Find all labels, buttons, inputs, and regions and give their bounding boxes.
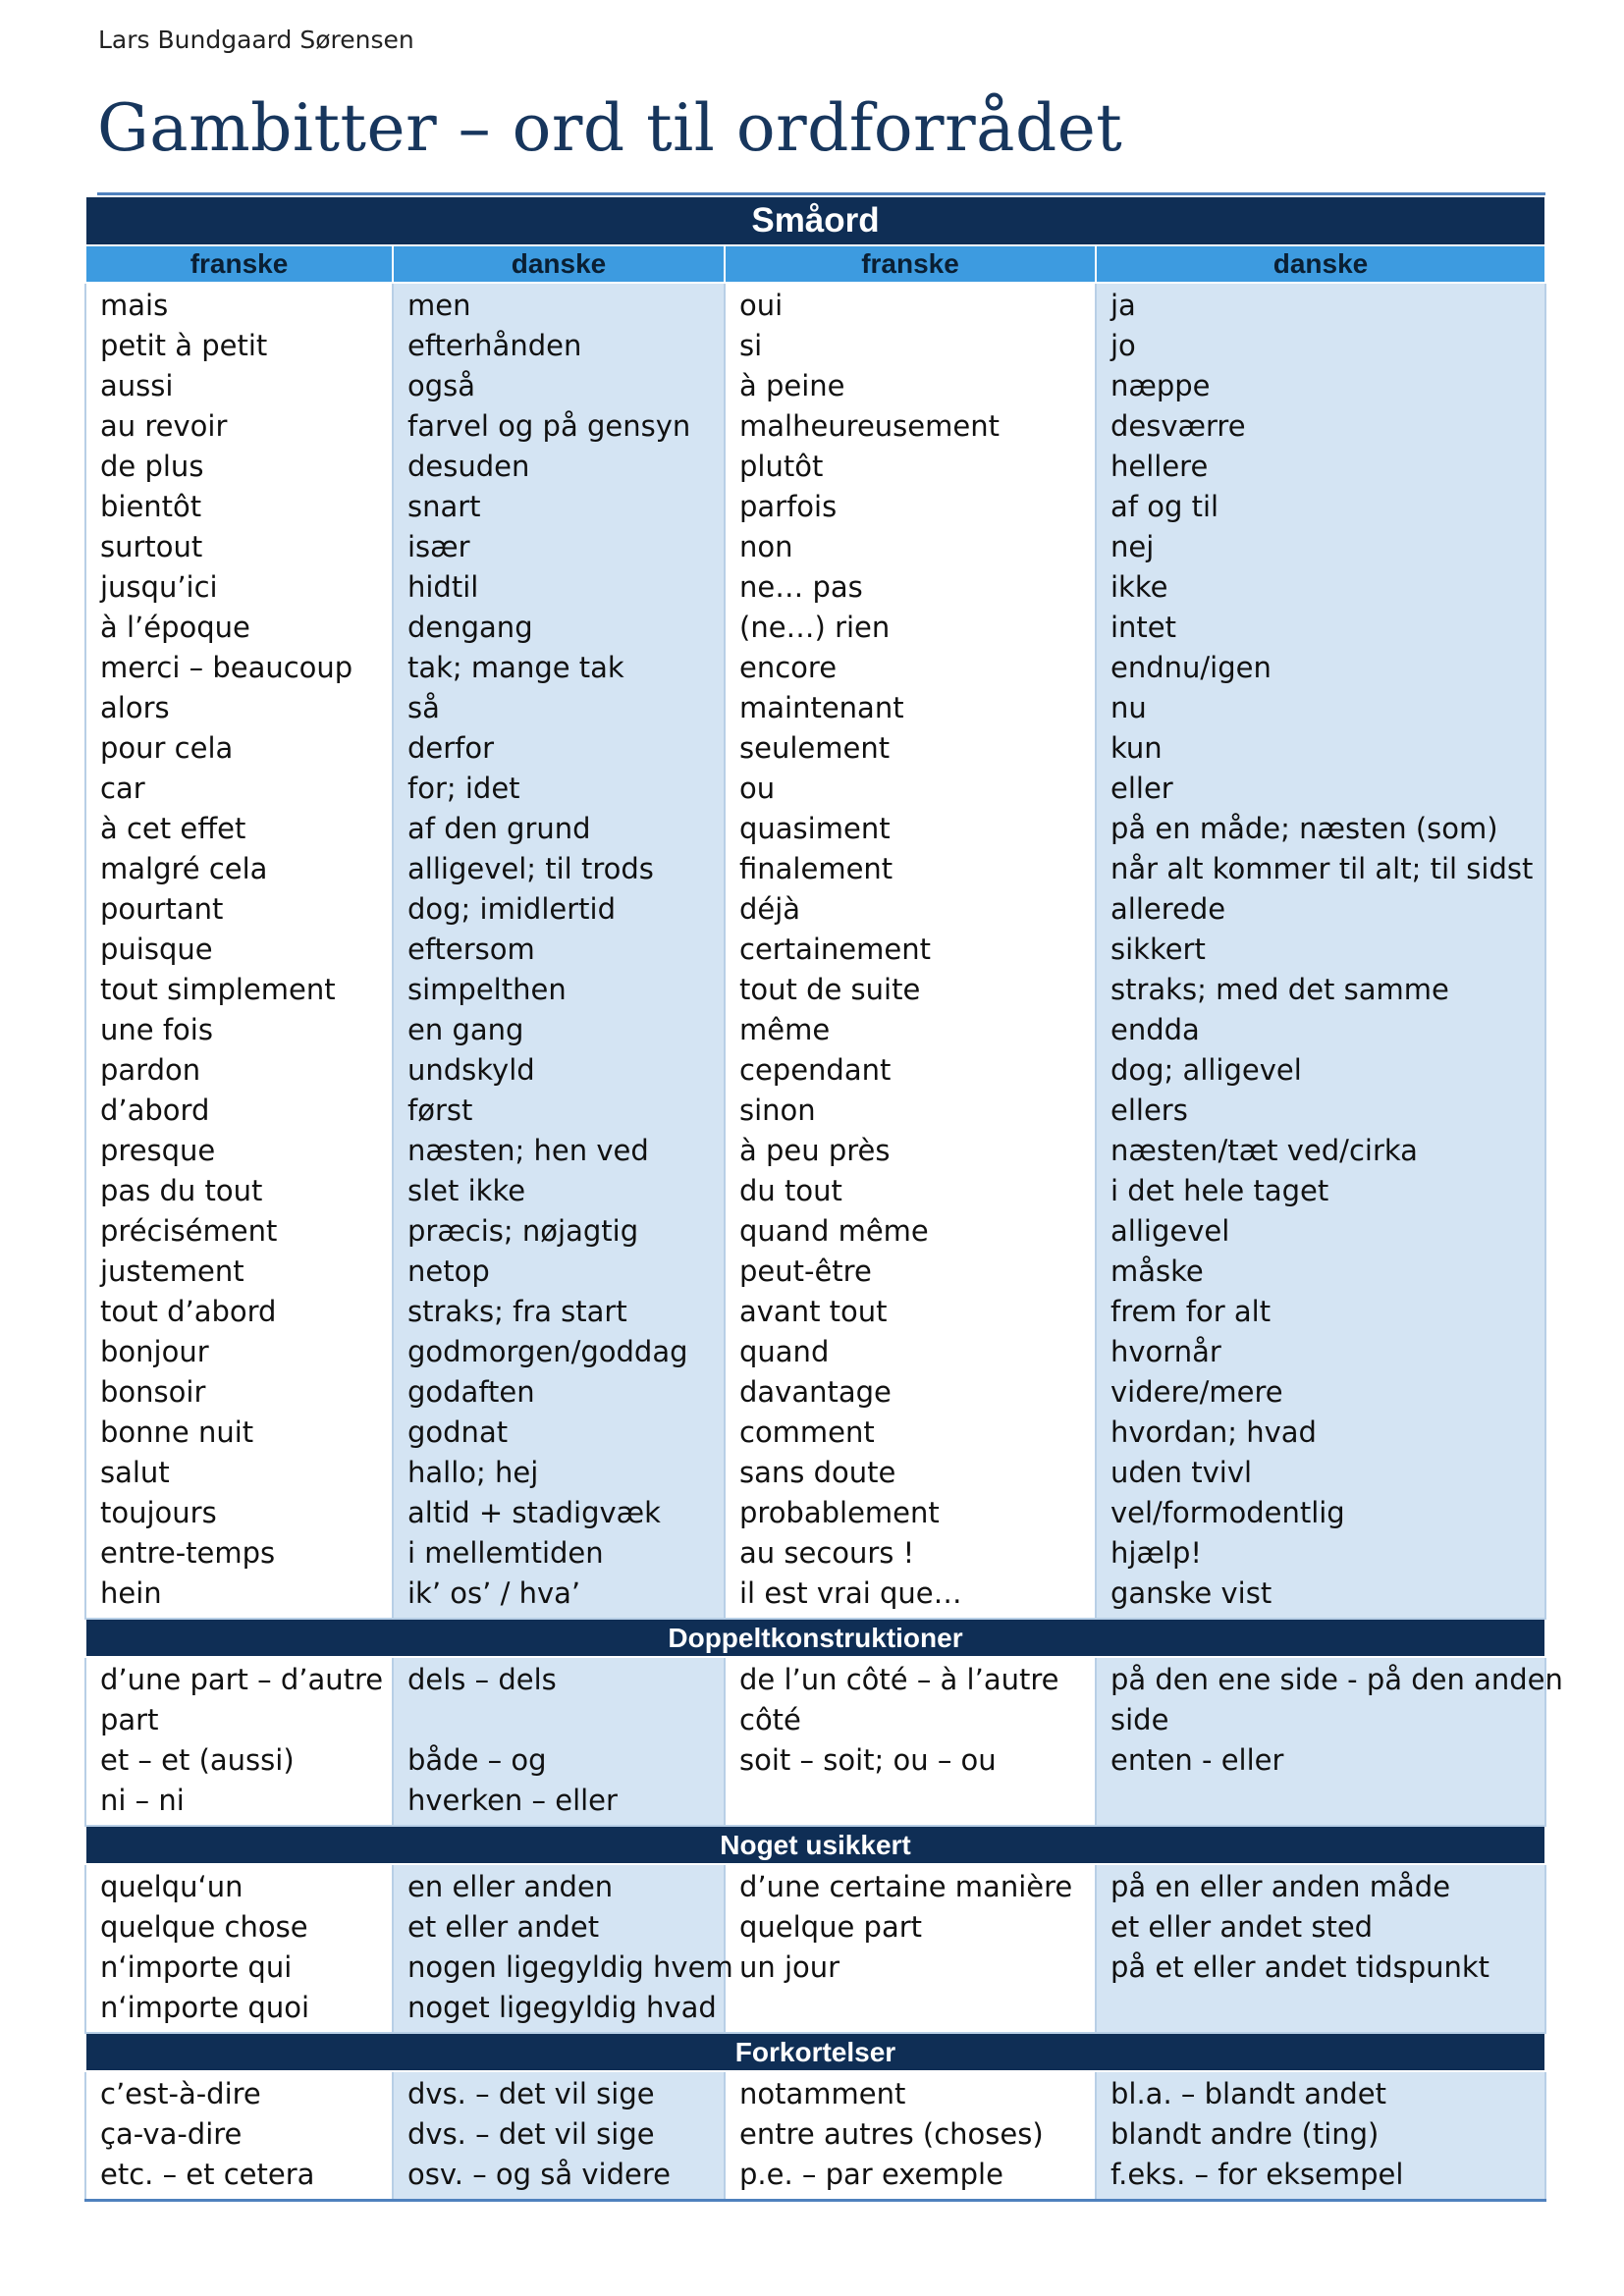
vocab-entry: godnat <box>407 1415 509 1449</box>
vocab-entry: også <box>407 369 476 402</box>
vocab-entry: davantage <box>739 1375 892 1409</box>
vocab-entry: men <box>407 289 471 322</box>
vocab-entry: derfor <box>407 731 495 765</box>
vocab-entry: hvornår <box>1110 1335 1221 1368</box>
vocab-entry: part <box>100 1703 159 1736</box>
vocab-entry: altid + stadigvæk <box>407 1496 661 1529</box>
vocab-entry: allerede <box>1110 892 1226 926</box>
vocab-entry: même <box>739 1013 831 1046</box>
vocab-entry: bl.a. – blandt andet <box>1110 2077 1386 2110</box>
vocab-entry: et – et (aussi) <box>100 1743 295 1777</box>
vocab-entry: au revoir <box>100 409 228 443</box>
vocab-entry: presque <box>100 1134 216 1167</box>
vocab-entry: af og til <box>1110 490 1219 523</box>
vocab-entry: quelque part <box>739 1910 923 1944</box>
vocab-entry: d’abord <box>100 1094 210 1127</box>
page-title: Gambitter – ord til ordforrådet <box>97 90 1123 166</box>
vocab-entry: dog; imidlertid <box>407 892 616 926</box>
vocab-entry: dvs. – det vil sige <box>407 2077 655 2110</box>
vocab-entry: surtout <box>100 530 203 563</box>
vocab-entry: desværre <box>1110 409 1246 443</box>
vocab-entry: i mellemtiden <box>407 1536 604 1570</box>
vocab-entry: videre/mere <box>1110 1375 1283 1409</box>
french-column <box>85 1657 393 1826</box>
vocab-entry: nu <box>1110 691 1147 724</box>
vocab-entry: dels – dels <box>407 1663 557 1696</box>
section-header-row <box>85 196 1545 245</box>
vocab-entry: slet ikke <box>407 1174 526 1207</box>
vocab-entry: uden tvivl <box>1110 1456 1253 1489</box>
vocab-entry: af den grund <box>407 812 591 845</box>
vocab-entry: godmorgen/goddag <box>407 1335 688 1368</box>
vocab-entry: à peu près <box>739 1134 891 1167</box>
vocab-entry: jusqu’ici <box>100 570 218 604</box>
vocab-entry: ellers <box>1110 1094 1188 1127</box>
danish-column <box>393 1864 733 2033</box>
vocab-entry: hein <box>100 1576 162 1610</box>
vocab-entry: merci – beaucoup <box>100 651 353 684</box>
vocab-entry: non <box>739 530 793 563</box>
vocab-entry: p.e. – par exemple <box>739 2158 1003 2191</box>
vocab-entry: intet <box>1110 611 1177 644</box>
vocab-entry: endnu/igen <box>1110 651 1272 684</box>
vocab-entry: n‘importe qui <box>100 1950 293 1984</box>
vocab-entry: hallo; hej <box>407 1456 539 1489</box>
vocabulary-table <box>84 195 1563 2202</box>
section-heading: Noget usikkert <box>85 1826 1545 1864</box>
vocab-entry: ni – ni <box>100 1784 185 1817</box>
vocab-entry: tout de suite <box>739 973 921 1006</box>
vocab-entry: soit – soit; ou – ou <box>739 1743 997 1777</box>
vocab-entry: jo <box>1110 329 1136 362</box>
vocab-entry: netop <box>407 1255 490 1288</box>
vocab-entry: certainement <box>739 933 931 966</box>
vocab-entry: når alt kommer til alt; til sidst <box>1110 852 1534 885</box>
vocab-entry: avant tout <box>739 1295 888 1328</box>
vocab-entry: i det hele taget <box>1110 1174 1329 1207</box>
vocab-entry <box>726 1988 1095 2028</box>
french-column <box>725 1657 1096 1826</box>
vocab-entry: godaften <box>407 1375 535 1409</box>
vocab-entry: hidtil <box>407 570 479 604</box>
section-header-row <box>85 2033 1545 2071</box>
vocab-entry: toujours <box>100 1496 217 1529</box>
french-column <box>85 283 393 1619</box>
vocab-entry: une fois <box>100 1013 213 1046</box>
vocab-entry: salut <box>100 1456 170 1489</box>
vocab-entry: c’est-à-dire <box>100 2077 261 2110</box>
vocab-entry: nej <box>1110 530 1155 563</box>
vocab-entry: pardon <box>100 1053 201 1087</box>
vocab-entry: noget ligegyldig hvad <box>407 1991 717 2024</box>
french-column <box>85 2071 393 2201</box>
vocab-entry: un jour <box>739 1950 840 1984</box>
vocab-entry: si <box>739 329 763 362</box>
vocab-entry: ik’ os’ / hva’ <box>407 1576 581 1610</box>
vocab-entry: enten - eller <box>1110 1743 1284 1777</box>
vocab-entry: frem for alt <box>1110 1295 1272 1328</box>
vocab-entry: bonsoir <box>100 1375 206 1409</box>
vocab-entry: seulement <box>739 731 891 765</box>
vocab-entry: à peine <box>739 369 845 402</box>
column-header-row <box>85 245 1545 283</box>
danish-column <box>1096 2071 1545 2201</box>
vocab-entry: bonne nuit <box>100 1415 254 1449</box>
vocab-entry: nogen ligegyldig hvem <box>407 1950 733 1984</box>
vocab-entry: aussi <box>100 369 174 402</box>
vocab-entry: næsten/tæt ved/cirka <box>1110 1134 1418 1167</box>
vocab-entry: næsten; hen ved <box>407 1134 649 1167</box>
vocab-entry: endda <box>1110 1013 1200 1046</box>
vocab-entry: et eller andet <box>407 1910 600 1944</box>
vocab-entry: ne… pas <box>739 570 863 604</box>
vocab-entry: på den ene side - på den anden <box>1110 1663 1563 1696</box>
vocab-entry: undskyld <box>407 1053 535 1087</box>
vocab-entry: alligevel <box>1110 1214 1230 1248</box>
section-header-row <box>85 1619 1545 1657</box>
vocab-entry: maintenant <box>739 691 904 724</box>
vocab-entry: précisément <box>100 1214 278 1248</box>
vocab-entry <box>394 1700 724 1740</box>
section-heading: Småord <box>85 196 1545 245</box>
vocab-entry: hjælp! <box>1110 1536 1203 1570</box>
vocab-entry: comment <box>739 1415 875 1449</box>
vocab-entry: notamment <box>739 2077 906 2110</box>
vocab-entry: d’une part – d’autre <box>100 1663 384 1696</box>
vocab-entry: hellere <box>1110 450 1209 483</box>
column-header: danske <box>393 245 725 283</box>
vocab-entry: næppe <box>1110 369 1211 402</box>
danish-column <box>1096 1657 1563 1826</box>
vocab-entry: ou <box>739 772 776 805</box>
vocab-entry: car <box>100 772 145 805</box>
vocab-entry: sinon <box>739 1094 816 1127</box>
vocab-entry: kun <box>1110 731 1163 765</box>
vocab-entry: tout d’abord <box>100 1295 277 1328</box>
vocab-entry: bientôt <box>100 490 202 523</box>
vocab-entry: du tout <box>739 1174 842 1207</box>
danish-column <box>1096 1864 1545 2033</box>
section-body-row <box>85 1864 1545 2033</box>
vocab-entry: d’une certaine manière <box>739 1870 1073 1903</box>
column-header: danske <box>1096 245 1545 283</box>
vocab-entry: simpelthen <box>407 973 567 1006</box>
section-body-row <box>85 2071 1545 2201</box>
vocab-entry: côté <box>739 1703 801 1736</box>
vocab-entry: farvel og på gensyn <box>407 409 691 443</box>
vocab-entry: måske <box>1110 1255 1204 1288</box>
vocab-entry: alors <box>100 691 170 724</box>
vocab-entry: hverken – eller <box>407 1784 618 1817</box>
vocab-entry: sikkert <box>1110 933 1206 966</box>
vocab-entry: petit à petit <box>100 329 268 362</box>
vocab-entry: finalement <box>739 852 893 885</box>
section-header-row <box>85 1826 1545 1864</box>
vocab-entry: snart <box>407 490 481 523</box>
vocab-entry: eftersom <box>407 933 535 966</box>
vocab-entry: alligevel; til trods <box>407 852 654 885</box>
vocab-entry: en eller anden <box>407 1870 614 1903</box>
vocab-entry: encore <box>739 651 838 684</box>
vocab-entry: ikke <box>1110 570 1168 604</box>
vocab-entry: på en eller anden måde <box>1110 1870 1451 1903</box>
vocab-entry: à cet effet <box>100 812 246 845</box>
vocab-entry: en gang <box>407 1013 524 1046</box>
danish-column <box>393 1657 725 1826</box>
vocab-entry: ganske vist <box>1110 1576 1272 1610</box>
vocab-entry: ça-va-dire <box>100 2117 243 2151</box>
vocab-entry: side <box>1110 1703 1169 1736</box>
vocab-entry: sans doute <box>739 1456 896 1489</box>
french-column <box>85 1864 393 2033</box>
vocab-entry: eller <box>1110 772 1173 805</box>
vocab-entry: især <box>407 530 470 563</box>
column-header: franske <box>725 245 1096 283</box>
section-heading: Forkortelser <box>85 2033 1545 2071</box>
vocab-entry <box>1097 1781 1544 1821</box>
vocab-entry: tout simplement <box>100 973 336 1006</box>
vocab-entry: straks; fra start <box>407 1295 627 1328</box>
vocab-entry: parfois <box>739 490 838 523</box>
vocab-entry: déjà <box>739 892 801 926</box>
vocab-entry: tak; mange tak <box>407 651 624 684</box>
vocab-entry: etc. – et cetera <box>100 2158 315 2191</box>
vocab-entry: n‘importe quoi <box>100 1991 309 2024</box>
vocab-entry: straks; med det samme <box>1110 973 1449 1006</box>
vocab-entry: bonjour <box>100 1335 209 1368</box>
vocab-entry: malheureusement <box>739 409 1000 443</box>
vocab-entry: de plus <box>100 450 204 483</box>
vocab-entry: il est vrai que… <box>739 1576 962 1610</box>
vocab-entry: justement <box>100 1255 244 1288</box>
vocab-entry: à l’époque <box>100 611 250 644</box>
author-name: Lars Bundgaard Sørensen <box>98 26 414 54</box>
vocab-entry: på et eller andet tidspunkt <box>1110 1950 1490 1984</box>
vocab-entry: peut-être <box>739 1255 872 1288</box>
french-column <box>725 2071 1096 2201</box>
vocab-entry: både – og <box>407 1743 547 1777</box>
vocab-entry: puisque <box>100 933 213 966</box>
vocab-entry <box>726 1781 1095 1821</box>
vocab-entry: et eller andet sted <box>1110 1910 1374 1944</box>
vocab-entry <box>1097 1988 1544 2028</box>
vocab-entry: quelque chose <box>100 1910 308 1944</box>
section-body-row <box>85 283 1545 1619</box>
vocab-entry: pour cela <box>100 731 234 765</box>
vocab-entry: dvs. – det vil sige <box>407 2117 655 2151</box>
vocab-entry: præcis; nøjagtig <box>407 1214 639 1248</box>
vocab-entry: dengang <box>407 611 533 644</box>
vocab-entry: dog; alligevel <box>1110 1053 1302 1087</box>
french-column <box>725 283 1096 1619</box>
section-body-row <box>85 1657 1545 1826</box>
vocab-entry: probablement <box>739 1496 940 1529</box>
vocab-entry: hvordan; hvad <box>1110 1415 1317 1449</box>
vocab-entry: entre autres (choses) <box>739 2117 1044 2151</box>
vocab-entry: osv. – og så videre <box>407 2158 671 2191</box>
vocab-entry: de l’un côté – à l’autre <box>739 1663 1059 1696</box>
vocab-entry: først <box>407 1094 473 1127</box>
vocab-entry: quelqu‘un <box>100 1870 244 1903</box>
danish-column <box>1096 283 1545 1619</box>
vocab-entry: (ne…) rien <box>739 611 891 644</box>
vocab-entry: ja <box>1110 289 1136 322</box>
vocab-entry: malgré cela <box>100 852 268 885</box>
vocab-entry: quand <box>739 1335 830 1368</box>
vocab-entry: f.eks. – for eksempel <box>1110 2158 1404 2191</box>
vocab-entry: entre-temps <box>100 1536 276 1570</box>
section-heading: Doppeltkonstruktioner <box>85 1619 1545 1657</box>
vocab-entry: så <box>407 691 440 724</box>
vocab-entry: mais <box>100 289 169 322</box>
vocab-entry: cependant <box>739 1053 892 1087</box>
column-header: franske <box>85 245 393 283</box>
vocab-entry: for; idet <box>407 772 520 805</box>
vocab-entry: pourtant <box>100 892 224 926</box>
vocab-entry: oui <box>739 289 784 322</box>
danish-column <box>393 2071 725 2201</box>
vocab-entry: plutôt <box>739 450 824 483</box>
danish-column <box>393 283 725 1619</box>
french-column <box>725 1864 1096 2033</box>
vocab-entry: efterhånden <box>407 329 582 362</box>
vocab-entry: pas du tout <box>100 1174 263 1207</box>
vocab-entry: au secours ! <box>739 1536 915 1570</box>
vocab-entry: blandt andre (ting) <box>1110 2117 1380 2151</box>
vocab-entry: quasiment <box>739 812 891 845</box>
vocab-entry: quand même <box>739 1214 929 1248</box>
vocab-entry: vel/formodentlig <box>1110 1496 1345 1529</box>
vocab-entry: på en måde; næsten (som) <box>1110 812 1498 845</box>
vocab-entry: desuden <box>407 450 530 483</box>
